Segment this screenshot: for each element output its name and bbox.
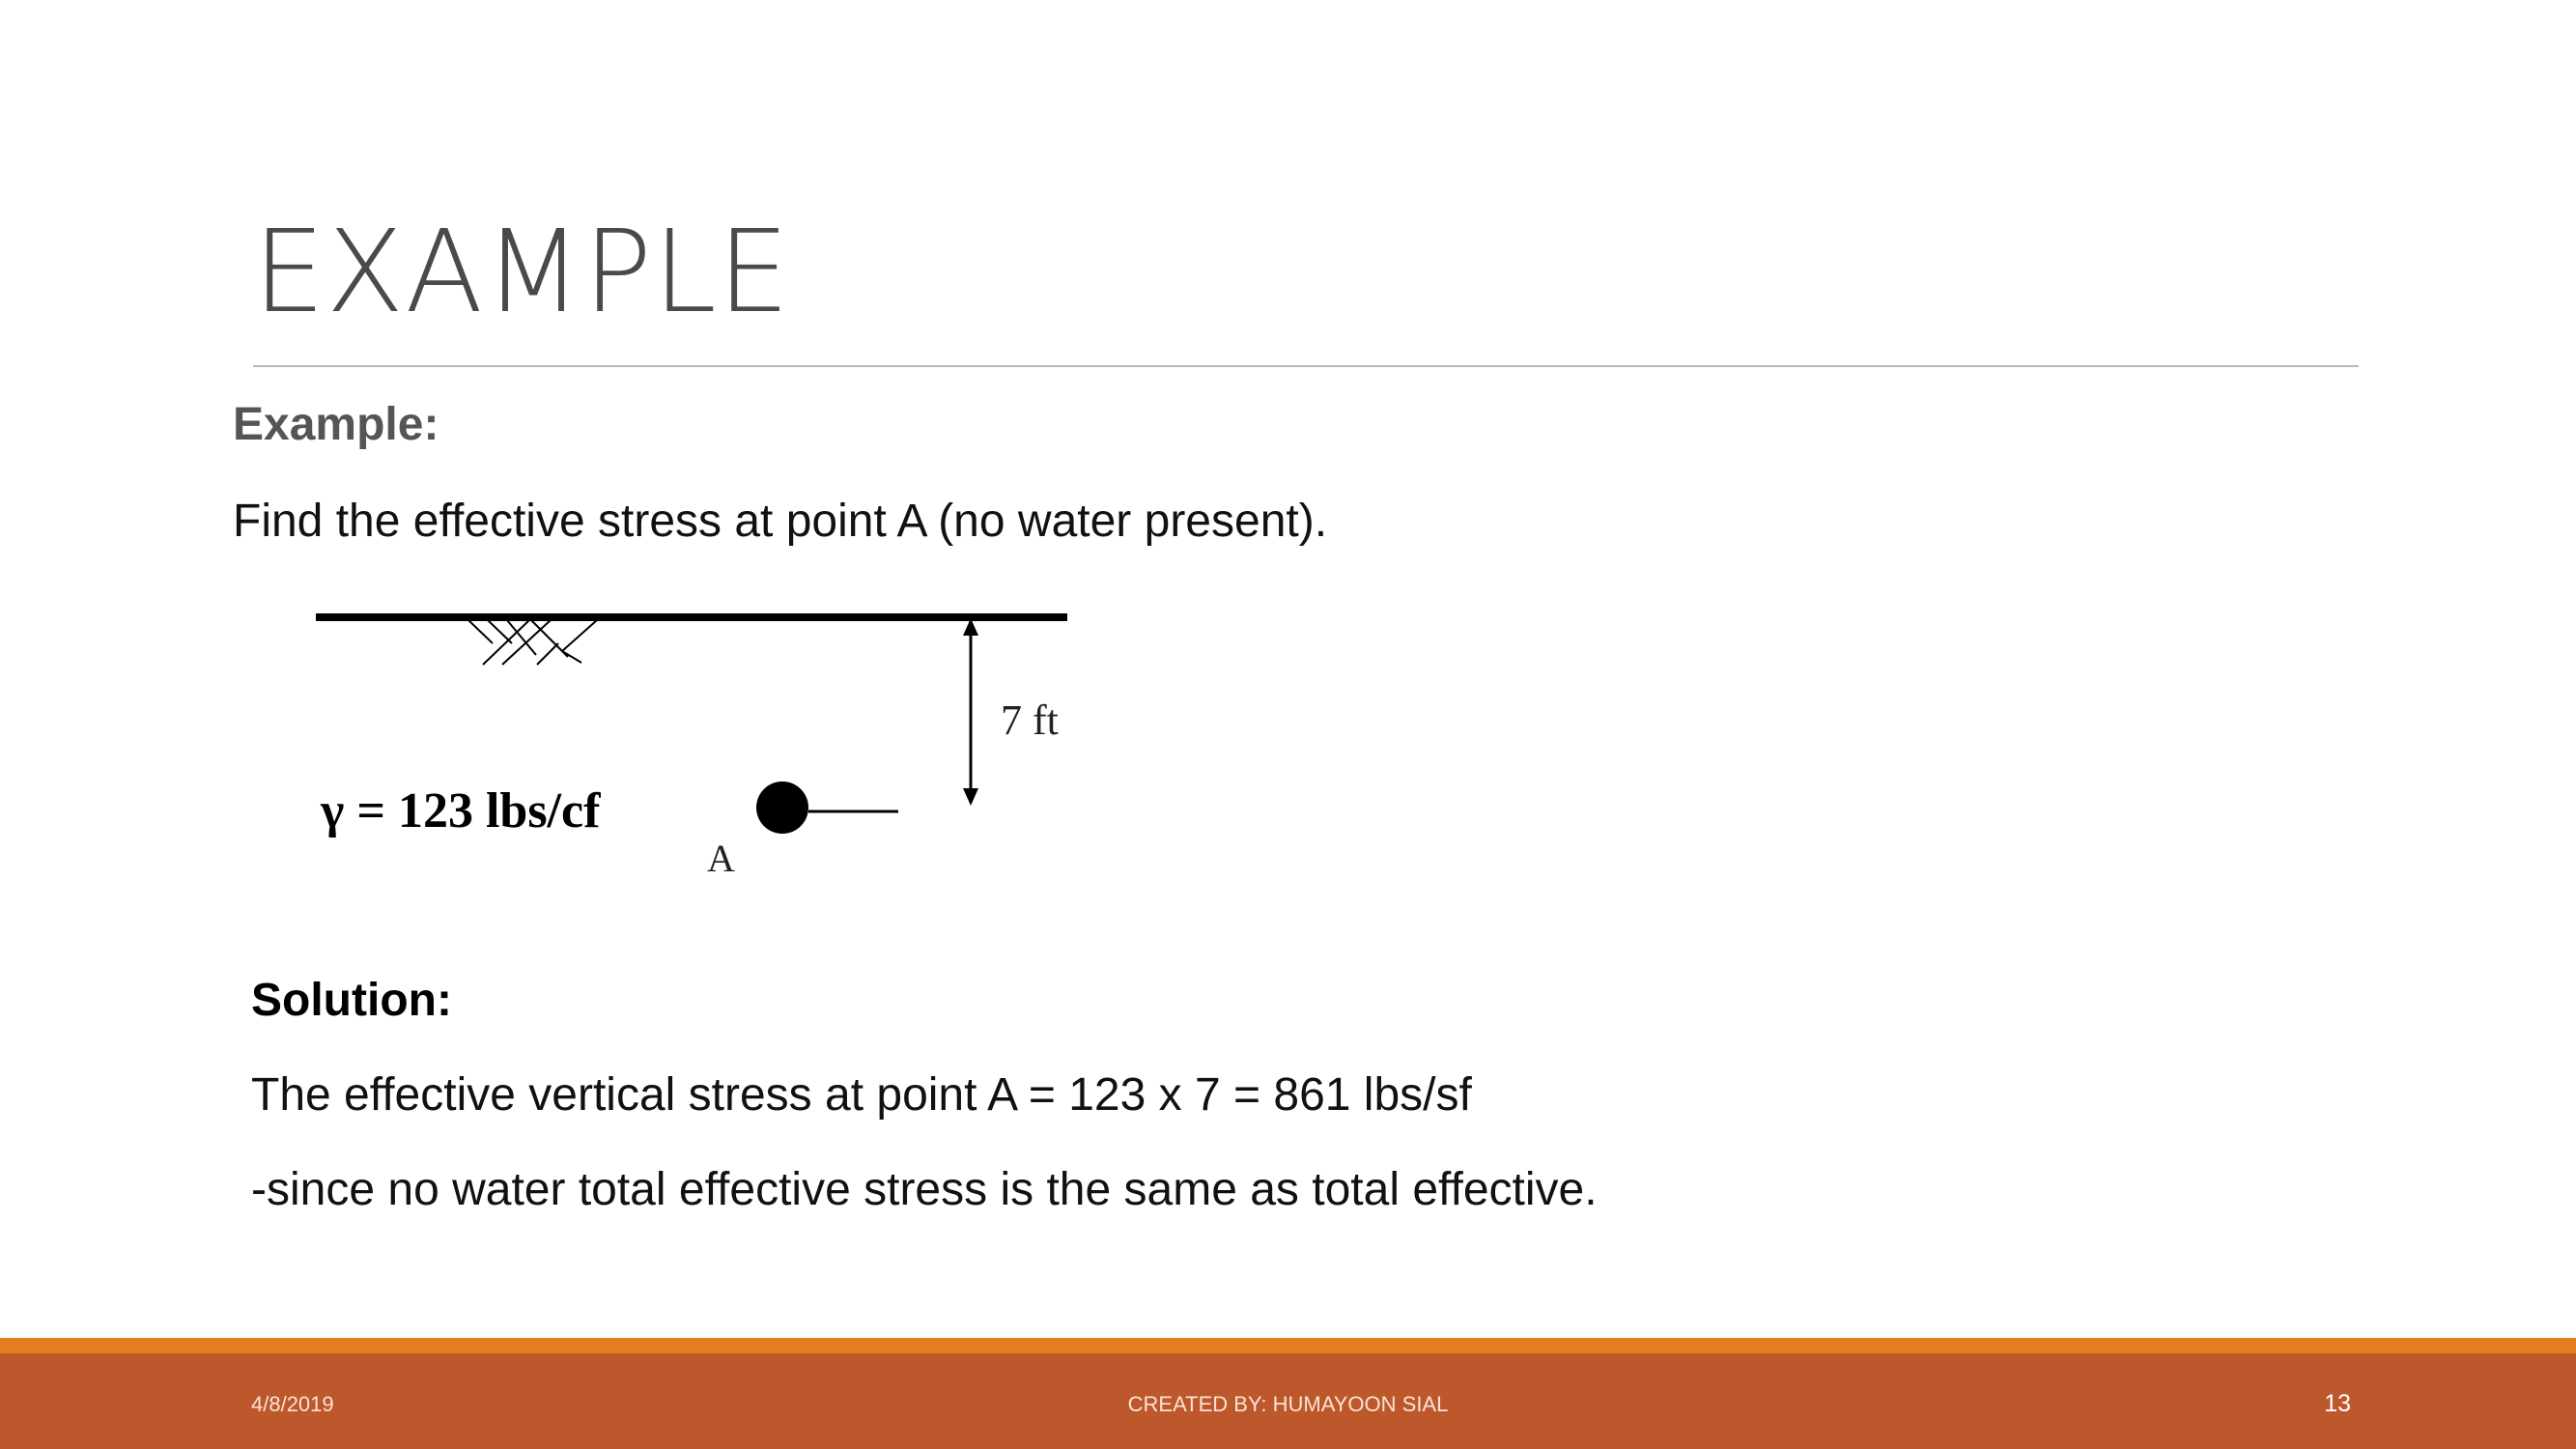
footer-accent-strip bbox=[0, 1338, 2576, 1353]
depth-label: 7 ft bbox=[1001, 696, 1059, 744]
dimension-arrowhead-down bbox=[963, 788, 978, 806]
title-divider bbox=[253, 365, 2359, 367]
unit-weight-label: γ = 123 lbs/cf bbox=[321, 783, 601, 838]
soil-hatch bbox=[468, 620, 597, 665]
point-a-marker bbox=[756, 781, 808, 834]
solution-line-calculation: The effective vertical stress at point A = 123 x 7 = 861 lbs/sf bbox=[251, 1069, 1472, 1121]
solution-line-note: -since no water total effective stress is the same as total effective. bbox=[251, 1164, 1598, 1215]
slide-title: EXAMPLE bbox=[253, 205, 791, 338]
point-a-label: A bbox=[707, 837, 735, 880]
footer-credit: CREATED BY: HUMAYOON SIAL bbox=[1127, 1392, 1449, 1416]
footer-date: 4/8/2019 bbox=[251, 1392, 334, 1416]
soil-profile-diagram bbox=[309, 599, 1082, 889]
slide-number: 13 bbox=[2324, 1390, 2351, 1417]
solution-heading: Solution: bbox=[251, 975, 452, 1026]
problem-statement: Find the effective stress at point A (no water present). bbox=[233, 496, 1328, 547]
example-heading: Example: bbox=[233, 399, 439, 450]
